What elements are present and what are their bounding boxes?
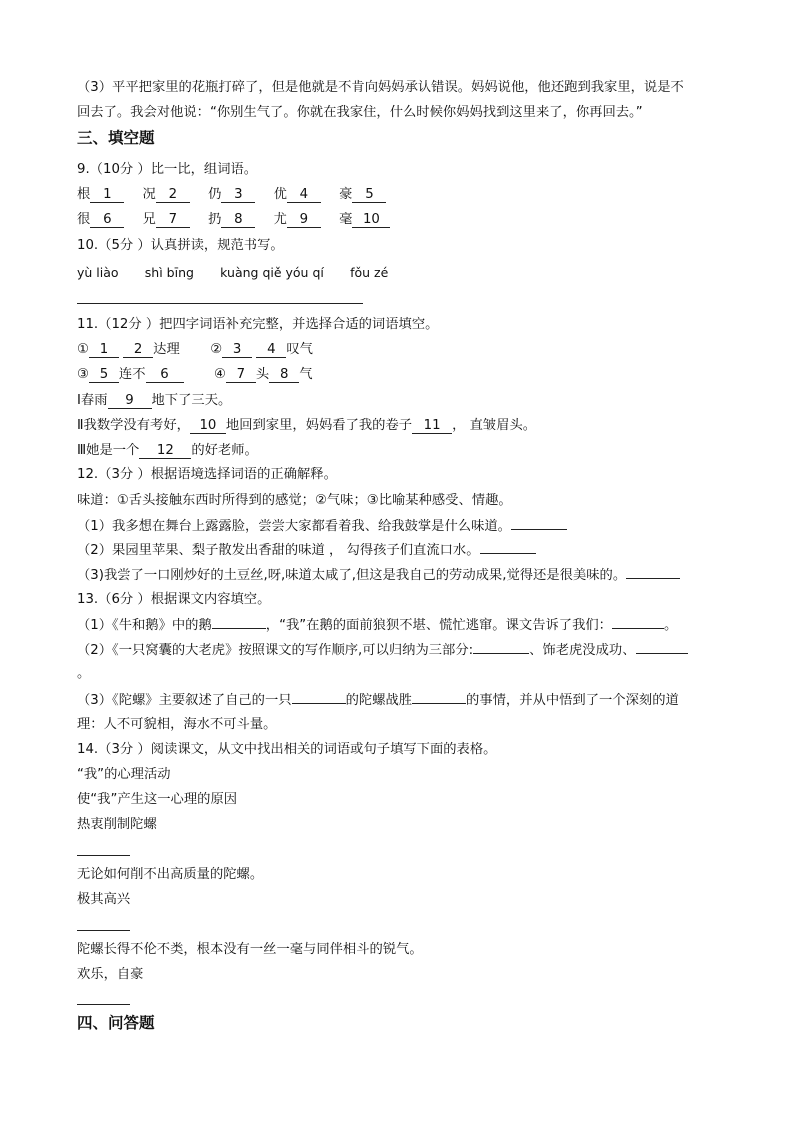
q14-answer-blank-3[interactable]: [77, 1004, 130, 1005]
q11-sentence2: Ⅱ我数学没有考好， 10 地回到家里，妈妈看了我的卷子 11 ， 直皱眉头。: [77, 418, 537, 433]
answer-blank[interactable]: [636, 641, 688, 654]
q9-word: 毫 10: [339, 212, 390, 227]
q3-text-line1: （3）平平把家里的花瓶打碎了，但是他就是不肯向妈妈承认错误。妈妈说他，他还跑到我家里，说是不: [77, 80, 684, 95]
q9-word: 扔 8: [208, 212, 255, 227]
q13-item2-end: 。: [77, 666, 91, 681]
q10-pinyin-row: [77, 264, 410, 283]
q11-header: 11.（12分 ）把四字词语补充完整，并选择合适的词语填空。: [77, 317, 439, 332]
pinyin-item: shì bīng: [144, 265, 194, 280]
pinyin-item: yù liào: [77, 265, 119, 280]
q9-word: 仍 3: [208, 187, 255, 202]
q3-text-line2: 回去了。我会对他说：“你别生气了。你就在我家住，什么时候你妈妈找到这里来了，你再回去。”: [77, 105, 643, 120]
q9-row2: [77, 211, 404, 229]
q9-word: 况 2: [143, 187, 190, 202]
answer-blank[interactable]: [412, 691, 466, 704]
q13-header: 13.（6分 ）根据课文内容填空。: [77, 592, 271, 607]
pinyin-item: fǒu zé: [350, 265, 389, 280]
q9-row1: [77, 186, 400, 204]
answer-blank[interactable]: [473, 641, 529, 654]
q13-item3: （3）《陀螺》主要叙述了自己的一只 的陀螺战胜 的事情，并从中悟到了一个深刻的道: [77, 693, 679, 708]
answer-blank[interactable]: [480, 541, 536, 554]
q10-answer-lines[interactable]: [77, 303, 363, 304]
q12-header: 12.（3分 ）根据语境选择词语的正确解释。: [77, 467, 337, 482]
q10-header: 10.（5分 ）认真拼读，规范书写。: [77, 238, 284, 253]
q14-row2-reason: 无论如何削不出高质量的陀螺。: [77, 867, 264, 882]
q9-word: 很 6: [77, 212, 124, 227]
q9-word: 尤 9: [274, 212, 321, 227]
q12-sentence2: （2）果园里苹果、梨子散发出香甜的味道 ， 勾得孩子们直流口水。: [77, 541, 536, 560]
answer-blank[interactable]: [626, 566, 680, 579]
q13-item3-cont: 理：人不可貌相，海水不可斗量。: [77, 717, 277, 732]
q9-word: 根 1: [77, 187, 124, 202]
answer-blank[interactable]: [511, 517, 567, 530]
q9-header: 9.（10分 ）比一比，组词语。: [77, 162, 258, 177]
q14-col1-heading: “我”的心理活动: [77, 767, 171, 782]
q14-col2-heading: 使“我”产生这一心理的原因: [77, 792, 238, 807]
q9-word: 优 4: [274, 187, 321, 202]
q14-answer-blank-1[interactable]: [77, 855, 130, 856]
section-title-qa: 四、问答题: [77, 1014, 155, 1032]
q11-sentence3: Ⅲ她是一个 12 的好老师。: [77, 443, 258, 458]
q11-sentence1: Ⅰ春雨 9 地下了三天。: [77, 393, 232, 408]
q9-word: 兄 7: [143, 212, 190, 227]
answer-blank[interactable]: [212, 616, 266, 629]
q12-sentence3: （3)我尝了一口刚炒好的土豆丝,呀,味道太咸了,但这是我自己的劳动成果,觉得还是很美味的。: [77, 566, 680, 585]
answer-blank[interactable]: [292, 691, 346, 704]
q12-sentence1: （1）我多想在舞台上露露脸，尝尝大家都看着我、给我鼓掌是什么味道。: [77, 517, 567, 536]
q11-line2: ③ 5 连不 6 ④ 7 头 8 气: [77, 367, 313, 382]
q14-header: 14.（3分 ）阅读课文，从文中找出相关的词语或句子填写下面的表格。: [77, 742, 497, 757]
q14-row3-reason: 陀螺长得不伦不类，根本没有一丝一毫与同伴相斗的锐气。: [77, 942, 423, 957]
answer-blank[interactable]: [612, 616, 664, 629]
q9-word: 豪 5: [339, 187, 386, 202]
q14-row2-activity: 极其高兴: [77, 892, 131, 907]
q14-answer-blank-2[interactable]: [77, 930, 130, 931]
section-title-fill-in: 三、填空题: [77, 129, 155, 147]
q13-item1: （1）《牛和鹅》中的鹅 ，“我”在鹅的面前狼狈不堪、慌忙逃窜。课文告诉了我们： 。: [77, 618, 678, 633]
q11-line1: ① 1 2 达理 ② 3 4 叹气: [77, 342, 313, 357]
pinyin-item: kuàng qiě yóu qí: [220, 265, 324, 280]
q14-row1-activity: 热衷削制陀螺: [77, 817, 157, 832]
q14-row3-activity: 欢乐，自豪: [77, 967, 144, 982]
q13-item2: （2）《一只窝囊的大老虎》按照课文的写作顺序,可以归纳为三部分: 、饰老虎没成功、: [77, 641, 688, 660]
q12-definition: 味道：①舌头接触东西时所得到的感觉；②气味；③比喻某种感受、情趣。: [77, 493, 512, 508]
